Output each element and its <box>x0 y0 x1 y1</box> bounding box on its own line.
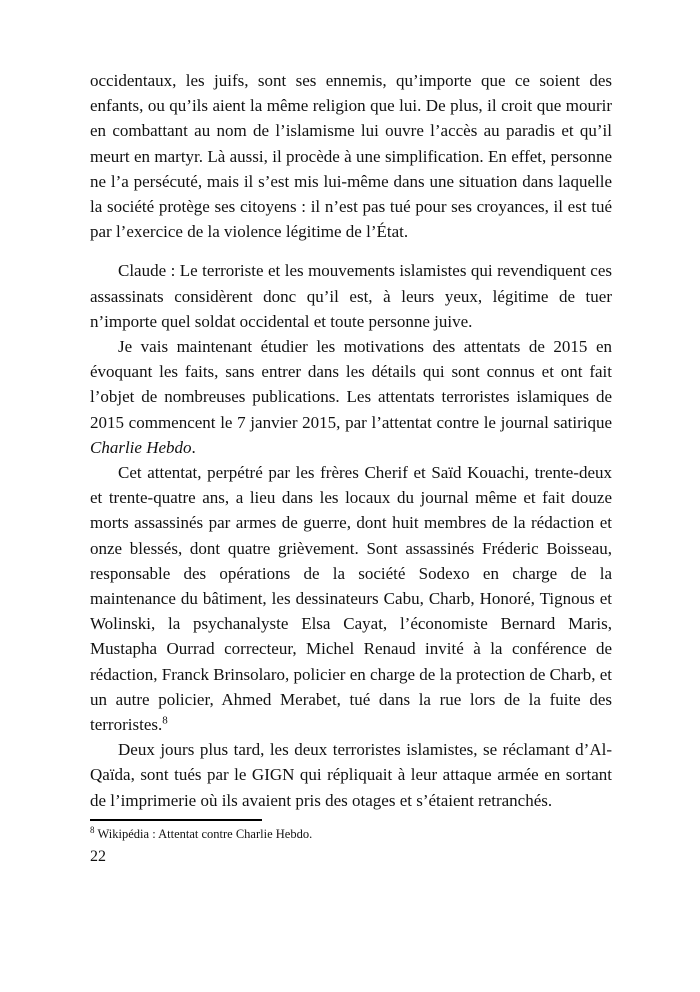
paragraph-text: . <box>191 437 196 457</box>
paragraph-motivations <box>90 334 612 460</box>
page-body <box>90 68 612 813</box>
paragraph-attentat <box>90 460 612 737</box>
paragraph-text: Je vais maintenant étudier les motivations des attentats de 2015 en évoquant les faits, sans entrer dans les détails qui sont connus et ont fait l’objet de nombreuses publications. Les attentats terroristes islamiques de 2015 commencent le 7 janvier 2015, par l’attentat contre le journal satirique <box>90 337 612 432</box>
footnote-text: Wikipédia : Attentat contre Charlie Hebdo. <box>97 826 313 841</box>
paragraph-text: Claude : Le terroriste et les mouvements islamistes qui revendiquent ces assassinats considèrent donc qu’il est, à leurs yeux, légitime de tuer n’importe quel soldat occidental et toute personne juive. <box>90 261 612 331</box>
journal-title-italic: Charlie Hebdo <box>90 437 192 457</box>
paragraph-text: Deux jours plus tard, les deux terroristes islamistes, se réclamant d’Al-Qaïda, sont tués par le GIGN qui répliquait à leur attaque armée en sortant de l’imprimerie où ils avaient pris des otages et s’étaient retranchés. <box>90 740 612 810</box>
paragraph-text: occidentaux, les juifs, sont ses ennemis, qu’importe que ce soient des enfants, ou qu’ils aient la même religion que lui. De plus, il croit que mourir en combattant au nom de l’islamisme lui ouvre l’accès au paradis et qu’il meurt en martyr. Là aussi, il procède à une simplification. En effet, personne ne l’a persécuté, mais il s’est mis lui-même dans une situation dans laquelle la société protège ses citoyens : il n’est pas tué pour ses croyances, il est tué par l’exercice de la violence légitime de l’État. <box>90 71 612 242</box>
page-number: 22 <box>90 847 106 865</box>
paragraph-text: Cet attentat, perpétré par les frères Cherif et Saïd Kouachi, trente-deux et trente-quatre ans, a lieu dans les locaux du journal même et fait douze morts assassinés par armes de guerre, dont huit membres de la rédaction et onze blessés, dont quatre grièvement. Sont assassinés Fréderic Boisseau, responsable des opérations de la société Sodexo en charge de la maintenance du bâtiment, les dessinateurs Cabu, Charb, Honoré, Tignous et Wolinski, la psychanalyste Elsa Cayat, l’économiste Bernard Maris, Mustapha Ourrad correcteur, Michel Renaud invité à la conférence de rédaction, Franck Brinsolaro, policier en charge de la protection de Charb, et un autre policier, Ahmed Merabet, tué dans la rue lors de la fuite des terroristes. <box>90 463 612 735</box>
footnote-marker: 8 <box>90 824 95 835</box>
footnote-separator <box>90 819 262 821</box>
footnote-reference: 8 <box>162 714 168 727</box>
footnote <box>90 826 612 842</box>
paragraph-deux-jours <box>90 737 612 813</box>
paragraph-claude <box>90 258 612 334</box>
footnote-area <box>90 819 612 867</box>
paragraph-continuation <box>90 68 612 244</box>
